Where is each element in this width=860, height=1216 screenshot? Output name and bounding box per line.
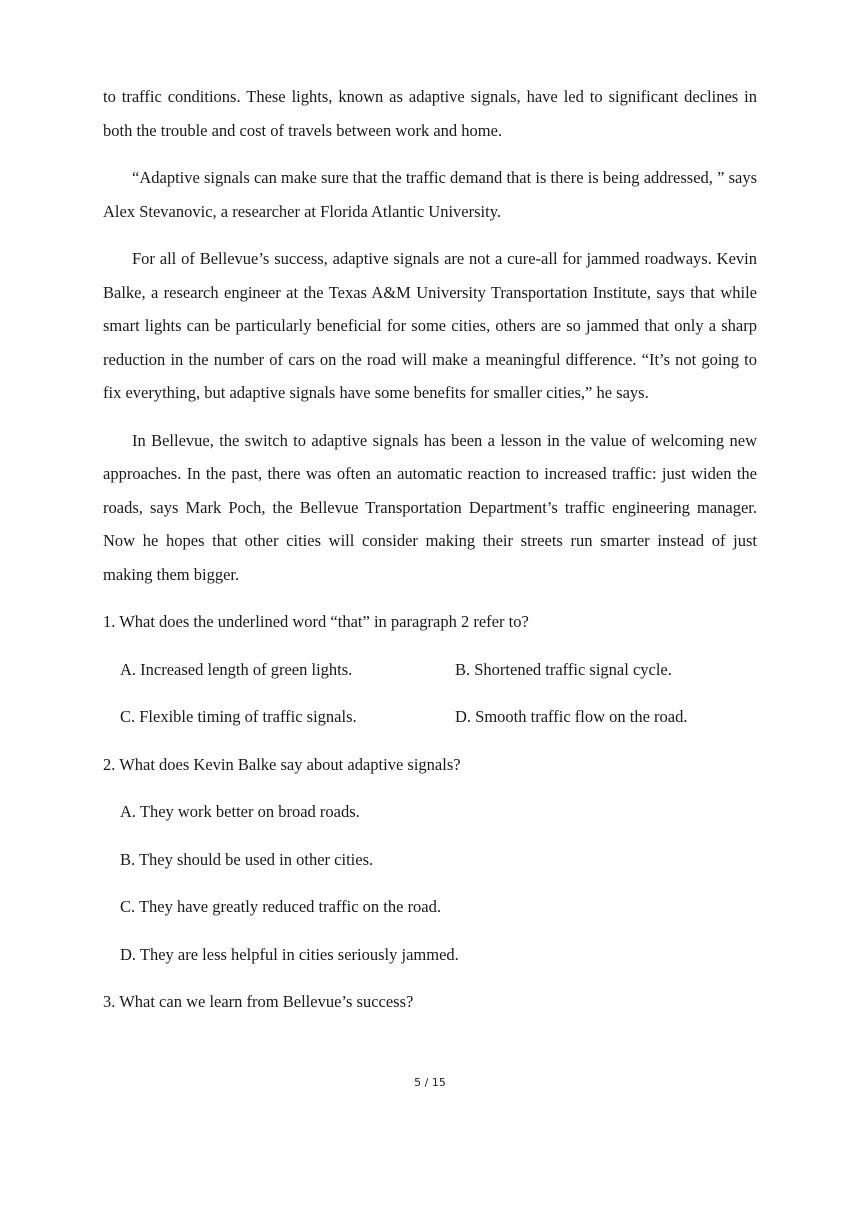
question-2-stem: 2. What does Kevin Balke say about adaptive signals? xyxy=(103,754,461,774)
question-1-option-d: D. Smooth traffic flow on the road. xyxy=(455,707,688,726)
page-number: 5 / 15 xyxy=(414,1076,446,1089)
question-1-option-c: C. Flexible timing of traffic signals. xyxy=(120,707,357,726)
question-2-option-a: A. They work better on broad roads. xyxy=(120,802,360,821)
question-1-options xyxy=(103,653,757,734)
question-1-option-b: B. Shortened traffic signal cycle. xyxy=(455,659,672,679)
question-2-option-c: C. They have greatly reduced traffic on the road. xyxy=(120,897,442,916)
passage-paragraph-1: to traffic conditions. These lights, known as adaptive signals, have led to significant declines in both the trouble and cost of travels between work and home. xyxy=(103,87,757,140)
question-1-option-a: A. Increased length of green lights. xyxy=(120,659,353,679)
passage-paragraph-2: “Adaptive signals can make sure that the traffic demand that is there is being addressed, ” says Alex Stevanovic, a researcher at Florida Atlantic University. xyxy=(103,168,757,221)
question-2-option-b: B. They should be used in other cities. xyxy=(120,849,374,869)
question-2-option-d: D. They are less helpful in cities seriously jammed. xyxy=(120,944,459,964)
document-page xyxy=(103,80,757,1033)
question-1-stem: 1. What does the underlined word “that” in paragraph 2 refer to? xyxy=(103,612,529,631)
question-3-stem: 3. What can we learn from Bellevue’s success? xyxy=(103,992,414,1011)
passage-paragraph-3: For all of Bellevue’s success, adaptive signals are not a cure-all for jammed roadways. Kevin Balke, a research engineer at the Texas A&M University Transportation Institute, says that while smart lights can be particularly beneficial for some cities, others are so jammed that only a sharp reduction in the number of cars on the road will make a meaningful difference. “It’s not going to fix everything, but adaptive signals have some benefits for smaller cities,” he says. xyxy=(103,249,757,402)
passage-paragraph-4: In Bellevue, the switch to adaptive signals has been a lesson in the value of welcoming new approaches. In the past, there was often an automatic reaction to increased traffic: just widen the roads, says Mark Poch, the Bellevue Transportation Department’s traffic engineering manager. Now he hopes that other cities will consider making their streets run smarter instead of just making them bigger. xyxy=(103,430,757,584)
question-2-options xyxy=(103,795,757,971)
